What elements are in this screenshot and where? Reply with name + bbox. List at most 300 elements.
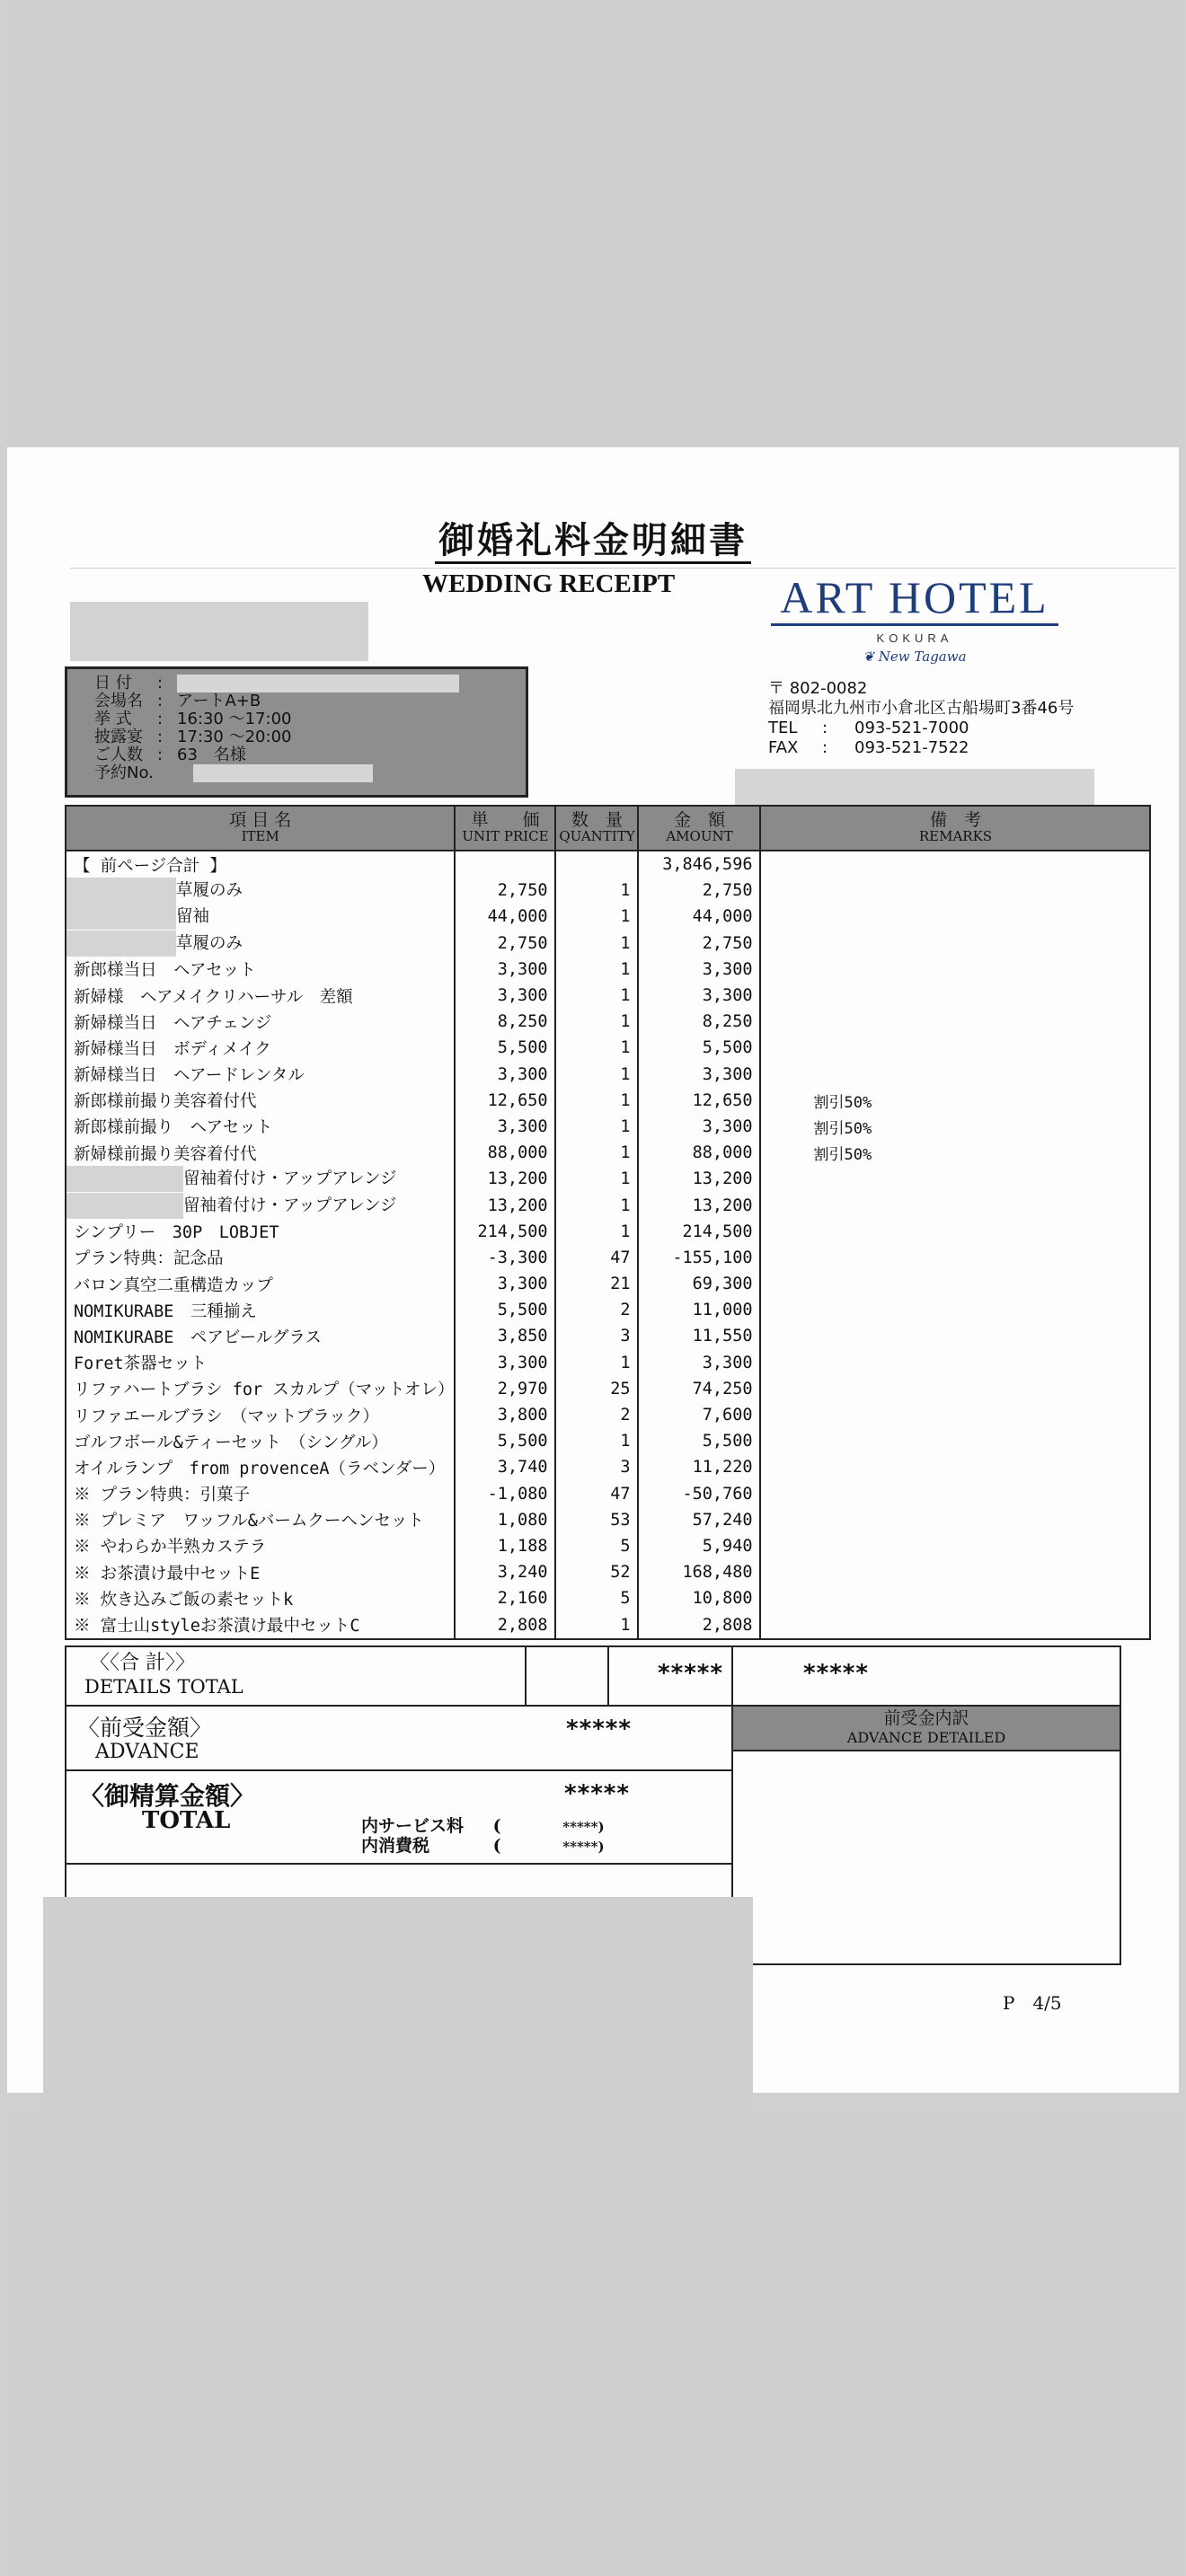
info-reception-row [94,728,526,746]
tax-label: 内消費税 [361,1836,430,1856]
cell-unit-price [455,1245,555,1271]
cell-item [66,1271,455,1297]
cell-quantity-text: 2 [620,1406,631,1425]
reception-value: 17:30 〜20:00 [177,728,292,746]
advance-detail-header [733,1707,1120,1751]
redacted-guest-name [66,878,176,904]
table-row [66,957,1150,983]
cell-remarks [760,1454,1150,1480]
cell-amount-text: 2,750 [702,933,753,953]
cell-quantity-text: 3 [620,1458,631,1478]
cell-quantity-text: 3 [620,1327,631,1346]
cell-unit-price [455,1192,555,1218]
cell-amount-text: -50,760 [682,1484,753,1504]
cell-unit-price [455,878,555,904]
cell-amount [638,1219,760,1245]
redacted-customer-name [70,602,368,661]
cell-quantity [555,1428,638,1454]
cell-unit-price [455,1559,555,1585]
cell-item [66,1245,455,1271]
cell-unit-price-text: 2,750 [497,933,548,953]
cell-item-text: 【 前ページ合計 】 [74,856,226,876]
cell-amount [638,1323,760,1349]
grand-total-label-jp: 〈御精算金額〉 [79,1781,256,1811]
fax-colon: : [822,738,828,757]
cell-remarks [760,1428,1150,1454]
details-remarks-cell [731,1645,1121,1707]
cell-unit-price [455,1376,555,1402]
cell-unit-price-text: 2,808 [497,1615,548,1635]
advance-label-en: ADVANCE [95,1741,199,1763]
advance-label-jp: 〈前受金額〉 [77,1715,213,1741]
top-redacted-area [7,0,1179,447]
cell-item-text: リファエールブラシ （マットブラック） [74,1407,379,1426]
cell-unit-price-text: 3,300 [497,959,548,979]
col-header-price: 単 価 UNIT PRICE [455,806,555,851]
cell-amount [638,931,760,957]
cell-amount [638,904,760,930]
table-row [66,1376,1150,1402]
cell-amount [638,1166,760,1192]
details-total-price-cell [426,1645,527,1707]
cell-quantity [555,1402,638,1428]
cell-unit-price-text: 3,800 [497,1406,548,1425]
cell-quantity-text: 47 [610,1248,631,1267]
cell-quantity-text: 1 [620,1038,631,1058]
cell-item [66,1297,455,1323]
table-row [66,1271,1150,1297]
table-row [66,1114,1150,1140]
cell-amount-text: 214,500 [682,1222,753,1241]
table-row [66,983,1150,1009]
venue-colon: : [157,692,164,710]
cell-item [66,1559,455,1585]
cell-unit-price [455,904,555,930]
cell-amount [638,1481,760,1507]
cell-quantity-text: 1 [620,1353,631,1372]
title-jp: 御婚礼料金明細書 [435,519,751,564]
cell-unit-price [455,1428,555,1454]
col-header-amount: 金 額 AMOUNT [638,806,760,851]
cell-item [66,1192,455,1218]
cell-quantity-text: 1 [620,1012,631,1032]
cell-unit-price [455,1219,555,1245]
cell-item [66,1585,455,1611]
cell-quantity-text: 1 [620,1222,631,1241]
cell-item [66,1114,455,1140]
cell-item-text: シンプリー 30P LOBJET [74,1223,279,1243]
cell-item [66,1507,455,1533]
cell-remarks [760,1035,1150,1061]
document-title [0,512,1186,563]
cell-item-text: 新婦様当日 ヘアードレンタル [74,1066,305,1086]
cell-remarks [760,1140,1150,1166]
cell-unit-price [455,1140,555,1166]
cell-item [66,1611,455,1638]
cell-quantity [555,1219,638,1245]
cell-item [66,1062,455,1088]
grand-total-label-en: TOTAL [142,1807,231,1834]
cell-quantity-text: 47 [610,1484,631,1504]
table-row [66,1297,1150,1323]
cell-unit-price-text: 3,240 [497,1563,548,1583]
cell-amount-text: 13,200 [692,1195,753,1215]
tel-label: TEL [768,719,798,737]
cell-item [66,1454,455,1480]
table-row [66,1245,1150,1271]
cell-amount-text: 88,000 [692,1143,753,1163]
cell-quantity-text: 1 [620,1432,631,1451]
cell-item-text: ※ プラン特典：引菓子 [74,1486,251,1505]
cell-amount [638,1350,760,1376]
cell-unit-price [455,1481,555,1507]
cell-item-text: ゴルフボール&ティーセット （シングル） [74,1433,388,1452]
cell-amount-text: 3,300 [702,986,753,1006]
cell-remarks [760,1062,1150,1088]
venue-label: 会場名 [94,692,143,710]
cell-item-text: NOMIKURABE ペアビールグラス [74,1328,322,1347]
cell-item [66,1428,455,1454]
cell-unit-price [455,1402,555,1428]
cell-unit-price-text: 3,300 [497,986,548,1006]
cell-remarks [760,1009,1150,1035]
cell-item-text: ※ やわらか半熟カステラ [74,1538,267,1557]
table-row [66,1323,1150,1349]
service-label: 内サービス料 [361,1816,465,1836]
cell-remarks [760,1271,1150,1297]
cell-remarks [760,1297,1150,1323]
cell-unit-price-text: 5,500 [497,1432,548,1451]
cell-unit-price-text: 2,970 [497,1379,548,1398]
postal-code: 〒 802-0082 [768,679,868,698]
table-row [66,1428,1150,1454]
service-paren: ( [492,1816,501,1836]
cell-quantity [555,1192,638,1218]
cell-amount [638,957,760,983]
cell-remarks [760,1611,1150,1638]
cell-remarks [760,1323,1150,1349]
cell-item-text: オイルランプ from provenceA（ラベンダー） [74,1459,446,1478]
details-total-qty-cell [527,1645,609,1707]
cell-quantity-text: 1 [620,959,631,979]
table-row [66,1559,1150,1585]
cell-quantity-text: 1 [620,907,631,927]
cell-remarks [760,931,1150,957]
reception-label: 披露宴 [94,728,143,746]
cell-amount [638,1192,760,1218]
cell-unit-price-text: 1,188 [497,1536,548,1556]
cell-unit-price-text: 5,500 [497,1301,548,1320]
cell-remarks [760,1088,1150,1114]
cell-item [66,1166,455,1192]
cell-unit-price-text: 5,500 [497,1038,548,1058]
cell-amount [638,1035,760,1061]
cell-unit-price-text: 13,200 [487,1169,548,1189]
cell-item-text: Foret茶器セット [74,1354,208,1374]
cell-quantity [555,1611,638,1638]
table-row [66,1219,1150,1245]
cell-quantity [555,1297,638,1323]
cell-remarks [760,1245,1150,1271]
cell-unit-price-text: 8,250 [497,1012,548,1032]
cell-unit-price-text: -3,300 [487,1248,548,1267]
cell-amount [638,878,760,904]
fax-value: 093-521-7522 [854,738,969,757]
guests-value: 63 名様 [177,745,246,764]
redacted-date [177,675,459,693]
advance-detail-jp: 前受金内訳 [883,1708,969,1728]
cell-amount [638,1140,760,1166]
cell-unit-price-text: 3,740 [497,1458,548,1478]
cell-item-text: 新郎様前撮り美容着付代 [74,1092,257,1112]
cell-amount [638,1428,760,1454]
cell-quantity [555,851,638,878]
cell-amount-text: 11,550 [692,1327,753,1346]
cell-item-text: 留袖着付け・アップアレンジ [183,1169,397,1189]
cell-remarks [760,1376,1150,1402]
cell-unit-price-text: 1,080 [497,1510,548,1530]
cell-amount-text: 3,300 [702,959,753,979]
address: 福岡県北九州市小倉北区古船場町3番46号 [768,699,1075,718]
cell-quantity-text: 21 [610,1275,631,1294]
hotel-address-block [768,679,1074,758]
cell-remarks [760,1481,1150,1507]
tax-value: *****) [562,1839,605,1855]
cell-remarks [760,1507,1150,1533]
table-row [66,1140,1150,1166]
info-venue-row [94,693,526,710]
cell-item [66,1533,455,1559]
cell-remarks [760,1559,1150,1585]
table-row [66,1166,1150,1192]
cell-amount-text: 10,800 [692,1589,753,1609]
cell-amount [638,1611,760,1638]
info-ceremony-row [94,710,526,728]
tax-row [361,1832,605,1857]
ceremony-label: 挙 式 [94,710,132,728]
cell-amount [638,1585,760,1611]
details-total-remarks: ***** [803,1660,869,1687]
redacted-reservation-no [193,764,373,782]
info-date-row [94,675,526,693]
cell-remarks [760,904,1150,930]
cell-item-text: ※ 富士山styleお茶漬け最中セットC [74,1617,360,1636]
cell-quantity-text: 1 [620,986,631,1006]
cell-quantity-text: 1 [620,1116,631,1136]
cell-quantity-text: 1 [620,1090,631,1110]
cell-amount-text: 44,000 [692,907,753,927]
cell-unit-price [455,1271,555,1297]
cell-item-text: 新婦様当日 ヘアチェンジ [74,1013,272,1033]
cell-item-text: 新郎様当日 ヘアセット [74,961,256,981]
table-row [66,1533,1150,1559]
cell-item-text: 留袖 [176,907,210,927]
cell-quantity [555,957,638,983]
cell-amount-text: 3,846,596 [662,855,753,875]
cell-remarks-text: 割引50% [813,1146,872,1165]
cell-amount-text: 3,300 [702,1116,753,1136]
cell-quantity [555,1507,638,1533]
cell-unit-price [455,1507,555,1533]
cell-amount-text: 7,600 [702,1406,753,1425]
cell-unit-price [455,1323,555,1349]
cell-unit-price [455,1009,555,1035]
cell-amount-text: 69,300 [692,1275,753,1294]
table-row [66,1035,1150,1061]
cell-item-text: 留袖着付け・アップアレンジ [183,1195,397,1215]
cell-item [66,904,455,930]
cell-amount-text: 8,250 [702,1012,753,1032]
cell-item-text: ※ 炊き込みご飯の素セットk [74,1590,294,1610]
cell-unit-price-text: -1,080 [487,1484,548,1504]
cell-quantity-text: 1 [620,1615,631,1635]
cell-item [66,1035,455,1061]
event-info-box [65,666,528,798]
cell-quantity-text: 5 [620,1589,631,1609]
cell-item-text: 草履のみ [176,933,243,953]
cell-unit-price [455,1533,555,1559]
table-row [66,1481,1150,1507]
cell-unit-price [455,983,555,1009]
details-total-amount: ***** [658,1660,723,1687]
cell-unit-price [455,1454,555,1480]
document-subtitle: WEDDING RECEIPT [422,569,676,598]
hotel-logo [771,572,1058,665]
cell-unit-price [455,1611,555,1638]
cell-unit-price [455,1585,555,1611]
table-row [66,1350,1150,1376]
tel-value: 093-521-7000 [854,719,969,737]
cell-item [66,1481,455,1507]
redacted-guest-name [66,904,176,930]
cell-remarks-text: 割引50% [813,1119,872,1138]
cell-unit-price [455,1062,555,1088]
cell-unit-price-text: 2,160 [497,1589,548,1609]
cell-quantity [555,1271,638,1297]
col-header-item: 項 目 名 ITEM [66,806,455,851]
cell-quantity [555,1114,638,1140]
header-divider [70,568,1175,569]
redacted-guest-name [66,1193,183,1219]
table-row [66,1192,1150,1218]
cell-amount [638,1376,760,1402]
cell-amount [638,1559,760,1585]
table-row [66,851,1150,878]
table-row [66,1507,1150,1533]
cell-item [66,931,455,957]
cell-amount [638,1271,760,1297]
table-row [66,1454,1150,1480]
cell-quantity-text: 1 [620,1169,631,1189]
cell-item [66,1009,455,1035]
cell-unit-price [455,1166,555,1192]
cell-remarks [760,1402,1150,1428]
logo-text: ART HOTEL [780,572,1049,622]
cell-unit-price [455,1114,555,1140]
fax-row [768,738,1074,758]
cell-unit-price [455,1088,555,1114]
tel-colon: : [822,719,828,737]
cell-item [66,878,455,904]
fax-label: FAX [768,738,799,757]
tax-paren: ( [492,1836,501,1856]
cell-amount [638,1009,760,1035]
cell-quantity [555,1009,638,1035]
reservation-label: 予約No. [94,763,154,782]
cell-item [66,1323,455,1349]
cell-remarks [760,983,1150,1009]
reception-colon: : [157,728,164,746]
cell-item [66,851,455,878]
logo-script: ❦ New Tagawa [863,648,967,665]
cell-amount-text: -155,100 [672,1248,753,1267]
cell-amount-text: 3,300 [702,1353,753,1372]
cell-amount-text: 74,250 [692,1379,753,1398]
cell-quantity [555,1035,638,1061]
table-row [66,1585,1150,1611]
table-row [66,931,1150,957]
cell-quantity [555,878,638,904]
cell-remarks [760,1114,1150,1140]
cell-quantity [555,1062,638,1088]
table-row [66,1611,1150,1638]
cell-remarks [760,1350,1150,1376]
cell-item-text: NOMIKURABE 三種揃え [74,1301,257,1321]
cell-amount [638,1454,760,1480]
cell-quantity [555,1088,638,1114]
advance-amount: ***** [566,1716,632,1742]
bottom-redacted-area [7,2111,1179,2576]
cell-item [66,983,455,1009]
cell-remarks [760,1219,1150,1245]
cell-amount-text: 13,200 [692,1169,753,1189]
cell-amount-text: 11,220 [692,1458,753,1478]
cell-remarks [760,1585,1150,1611]
cell-quantity [555,1481,638,1507]
cell-quantity [555,1350,638,1376]
cell-amount [638,851,760,878]
cell-quantity [555,983,638,1009]
cell-quantity [555,1245,638,1271]
cell-amount-text: 57,240 [692,1510,753,1530]
table-row [66,1088,1150,1114]
guests-label: ご人数 [94,745,143,764]
cell-amount [638,1402,760,1428]
table-row [66,904,1150,930]
cell-amount-text: 2,750 [702,881,753,901]
grand-total-amount: ***** [564,1780,630,1807]
cell-item [66,1140,455,1166]
cell-amount-text: 3,300 [702,1064,753,1084]
cell-unit-price [455,1297,555,1323]
cell-remarks-text: 割引50% [813,1093,872,1112]
cell-quantity-text: 25 [610,1379,631,1398]
cell-unit-price [455,957,555,983]
cell-amount [638,1297,760,1323]
page-number: P 4/5 [1003,1992,1062,2014]
cell-item-text: バロン真空二重構造カップ [74,1275,273,1295]
info-guests-row [94,746,526,764]
ceremony-colon: : [157,710,164,728]
cell-amount-text: 5,500 [702,1038,753,1058]
cell-remarks [760,851,1150,878]
logo-script-text: New Tagawa [878,648,967,665]
cell-amount [638,1114,760,1140]
cell-item-text: ※ お茶漬け最中セットE [74,1564,261,1584]
cell-quantity-text: 2 [620,1301,631,1320]
cell-item-text: 草履のみ [176,881,243,901]
cell-quantity-text: 1 [620,933,631,953]
